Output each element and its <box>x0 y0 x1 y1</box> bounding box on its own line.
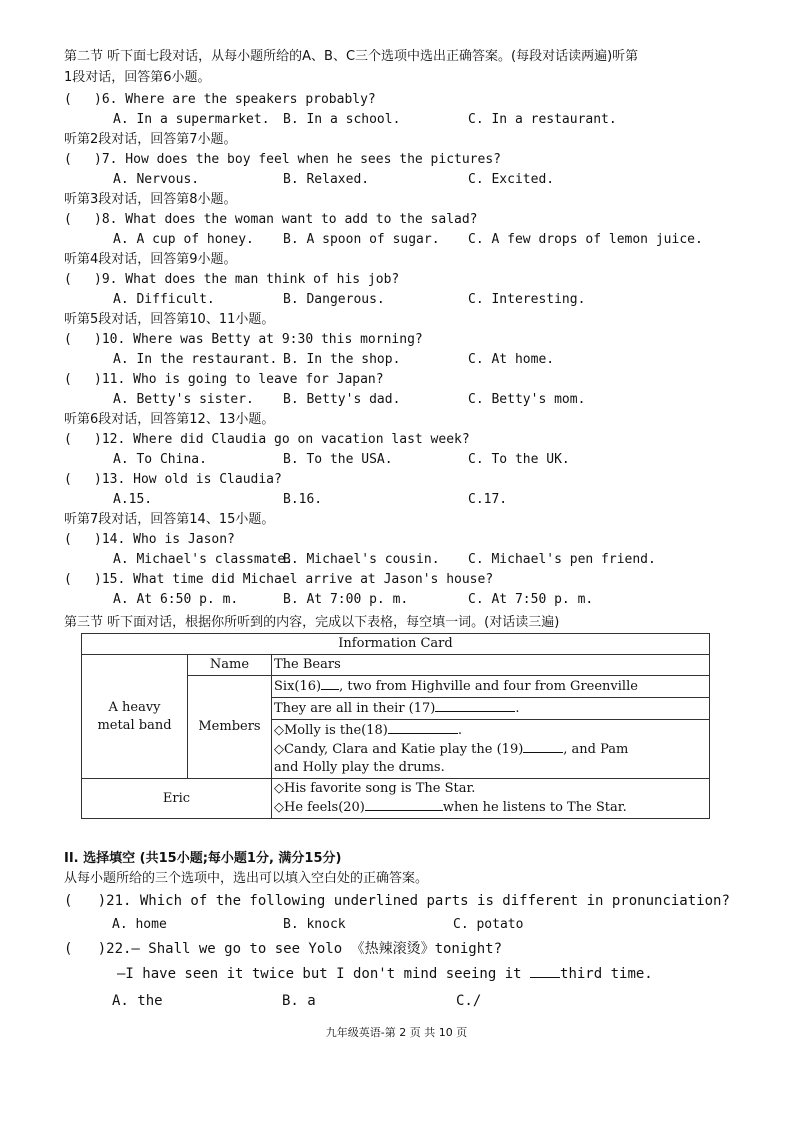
question-stem <box>64 211 478 229</box>
eric-line2-b: when he listens to The Star. <box>442 800 627 815</box>
question-text: )9. What does the man think of his job? <box>94 272 400 287</box>
question-22-reply-a: —I have seen it twice but I don't mind seeing it <box>117 966 531 982</box>
members-line5: and Holly play the drums. <box>274 760 445 775</box>
question-text: )7. How does the boy feel when he sees the pictures? <box>94 152 501 167</box>
question-text: )13. How old is Claudia? <box>94 472 282 487</box>
q21-option-b[interactable]: B. knock <box>283 917 346 932</box>
answer-paren[interactable]: ( <box>64 372 72 387</box>
section-2-header-line2: 1段对话，回答第6小题。 <box>64 70 211 85</box>
option-b[interactable]: B. At 7:00 p. m. <box>283 592 409 607</box>
option-b[interactable]: B. A spoon of sugar. <box>283 232 440 247</box>
q22-option-a[interactable]: A. the <box>112 993 163 1009</box>
question-21 <box>64 892 730 910</box>
dialogue-instruction: 听第6段对话，回答第12、13小题。 <box>64 412 275 427</box>
option-a[interactable]: A. Michael's classmate. <box>113 552 294 567</box>
blank-20[interactable] <box>365 798 443 811</box>
members-label: Members <box>188 676 272 779</box>
option-a[interactable]: A. A cup of honey. <box>113 232 254 247</box>
answer-paren-22[interactable]: ( <box>64 941 98 957</box>
blank-19[interactable] <box>523 740 563 753</box>
members-line4-a: ◇Candy, Clara and Katie play the (19) <box>274 742 524 757</box>
question-22-reply-b: third time. <box>560 966 653 982</box>
members-line2-b: . <box>515 701 520 716</box>
eric-line1: ◇His favorite song is The Star. <box>274 781 476 796</box>
answer-paren-21[interactable]: ( <box>64 893 98 909</box>
option-b[interactable]: B. Dangerous. <box>283 292 385 307</box>
section-2-header-line1: 第二节 听下面七段对话，从每小题所给的A、B、C三个选项中选出正确答案。(每段对话读两遍)听第 <box>64 49 639 64</box>
option-a[interactable]: A. In a supermarket. <box>113 112 270 127</box>
option-b[interactable]: B. In a school. <box>283 112 401 127</box>
question-stem <box>64 371 384 389</box>
question-stem <box>64 431 470 449</box>
members-line1 <box>272 676 710 698</box>
part-2-title: II. 选择填空 (共15小题;每小题1分, 满分15分) <box>64 851 342 866</box>
q22-option-c[interactable]: C./ <box>456 993 482 1009</box>
answer-paren[interactable]: ( <box>64 432 72 447</box>
band-label-line1: A heavy <box>108 699 161 715</box>
question-stem <box>64 91 376 109</box>
answer-paren[interactable]: ( <box>64 272 72 287</box>
members-line3-a: ◇Molly is the(18) <box>274 723 388 738</box>
question-text: )12. Where did Claudia go on vacation last week? <box>94 432 470 447</box>
dialogue-instruction: 听第5段对话，回答第10、11小题。 <box>64 312 275 327</box>
option-a[interactable]: A. To China. <box>113 452 207 467</box>
band-label-line2: metal band <box>97 717 172 733</box>
eric-line2-a: ◇He feels(20) <box>274 800 365 815</box>
option-c[interactable]: C. Interesting. <box>468 292 586 307</box>
blank-16[interactable] <box>321 677 339 690</box>
question-text: )14. Who is Jason? <box>94 532 235 547</box>
part-2-instruction: 从每小题所给的三个选项中，选出可以填入空白处的正确答案。 <box>64 871 429 886</box>
question-22-stem: )22.— Shall we go to see Yolo 《热辣滚烫》tonight? <box>97 941 503 957</box>
members-line2 <box>272 698 710 720</box>
question-text: )10. Where was Betty at 9:30 this morning? <box>94 332 423 347</box>
blank-18[interactable] <box>388 721 458 734</box>
answer-paren[interactable]: ( <box>64 152 72 167</box>
blank-22[interactable] <box>530 965 560 978</box>
question-stem <box>64 151 501 169</box>
question-stem <box>64 471 282 489</box>
question-stem <box>64 531 235 549</box>
question-22-reply <box>117 965 653 983</box>
option-b[interactable]: B. To the USA. <box>283 452 393 467</box>
page-footer: 九年级英语-第 2 页 共 10 页 <box>325 1026 468 1039</box>
members-line3-b: . <box>457 723 463 738</box>
option-c[interactable]: C. In a restaurant. <box>468 112 617 127</box>
question-text: )8. What does the woman want to add to the salad? <box>94 212 478 227</box>
option-b[interactable]: B. Michael's cousin. <box>283 552 440 567</box>
eric-info <box>272 779 710 819</box>
option-b[interactable]: B. In the shop. <box>283 352 401 367</box>
name-value: The Bears <box>272 655 710 676</box>
option-c[interactable]: C. At home. <box>468 352 555 367</box>
answer-paren[interactable]: ( <box>64 92 72 107</box>
q21-option-a[interactable]: A. home <box>112 917 167 932</box>
section-3-header: 第三节 听下面对话，根据你所听到的内容，完成以下表格，每空填一词。(对话读三遍) <box>64 615 560 630</box>
answer-paren[interactable]: ( <box>64 212 72 227</box>
option-c[interactable]: C. Michael's pen friend. <box>468 552 656 567</box>
question-text: )6. Where are the speakers probably? <box>94 92 376 107</box>
dialogue-instruction: 听第4段对话，回答第9小题。 <box>64 252 237 267</box>
dialogue-instruction: 听第2段对话，回答第7小题。 <box>64 132 237 147</box>
option-a[interactable]: A. Betty's sister. <box>113 392 254 407</box>
option-b[interactable]: B.16. <box>283 492 323 507</box>
option-a[interactable]: A. Nervous. <box>113 172 200 187</box>
card-title: Information Card <box>82 634 710 655</box>
option-c[interactable]: C. To the UK. <box>468 452 570 467</box>
answer-paren[interactable]: ( <box>64 572 72 587</box>
question-stem <box>64 571 493 589</box>
blank-17[interactable] <box>435 699 515 712</box>
eric-label: Eric <box>82 779 272 819</box>
name-label: Name <box>188 655 272 676</box>
members-line1-b: , two from Highville and four from Greenville <box>339 679 638 694</box>
option-a[interactable]: A. Difficult. <box>113 292 215 307</box>
question-21-stem: )21. Which of the following underlined parts is different in pronunciation? <box>97 893 730 909</box>
answer-paren[interactable]: ( <box>64 532 72 547</box>
dialogue-instruction: 听第3段对话，回答第8小题。 <box>64 192 237 207</box>
option-a[interactable]: A. In the restaurant. <box>113 352 278 367</box>
question-stem <box>64 331 423 349</box>
option-b[interactable]: B. Betty's dad. <box>283 392 401 407</box>
question-text: )15. What time did Michael arrive at Jason's house? <box>94 572 494 587</box>
option-c[interactable]: C. Excited. <box>468 172 555 187</box>
option-a[interactable]: A.15. <box>113 492 153 507</box>
option-c[interactable]: C. At 7:50 p. m. <box>468 592 594 607</box>
q22-option-b[interactable]: B. a <box>282 993 316 1009</box>
question-22 <box>64 940 502 958</box>
option-a[interactable]: A. At 6:50 p. m. <box>113 592 239 607</box>
answer-paren[interactable]: ( <box>64 472 72 487</box>
answer-paren[interactable]: ( <box>64 332 72 347</box>
members-roles <box>272 720 710 779</box>
question-text: )11. Who is going to leave for Japan? <box>94 372 384 387</box>
members-line1-a: Six(16) <box>274 679 322 694</box>
q21-option-c[interactable]: C. potato <box>453 917 524 932</box>
question-stem <box>64 271 399 289</box>
members-line4-b: , and Pam <box>563 742 629 757</box>
dialogue-instruction: 听第7段对话，回答第14、15小题。 <box>64 512 275 527</box>
members-line2-a: They are all in their (17) <box>274 701 436 716</box>
option-b[interactable]: B. Relaxed. <box>283 172 370 187</box>
option-c[interactable]: C. A few drops of lemon juice. <box>468 232 703 247</box>
option-c[interactable]: C. Betty's mom. <box>468 392 586 407</box>
band-label <box>82 655 188 779</box>
information-card <box>81 633 710 819</box>
option-c[interactable]: C.17. <box>468 492 508 507</box>
